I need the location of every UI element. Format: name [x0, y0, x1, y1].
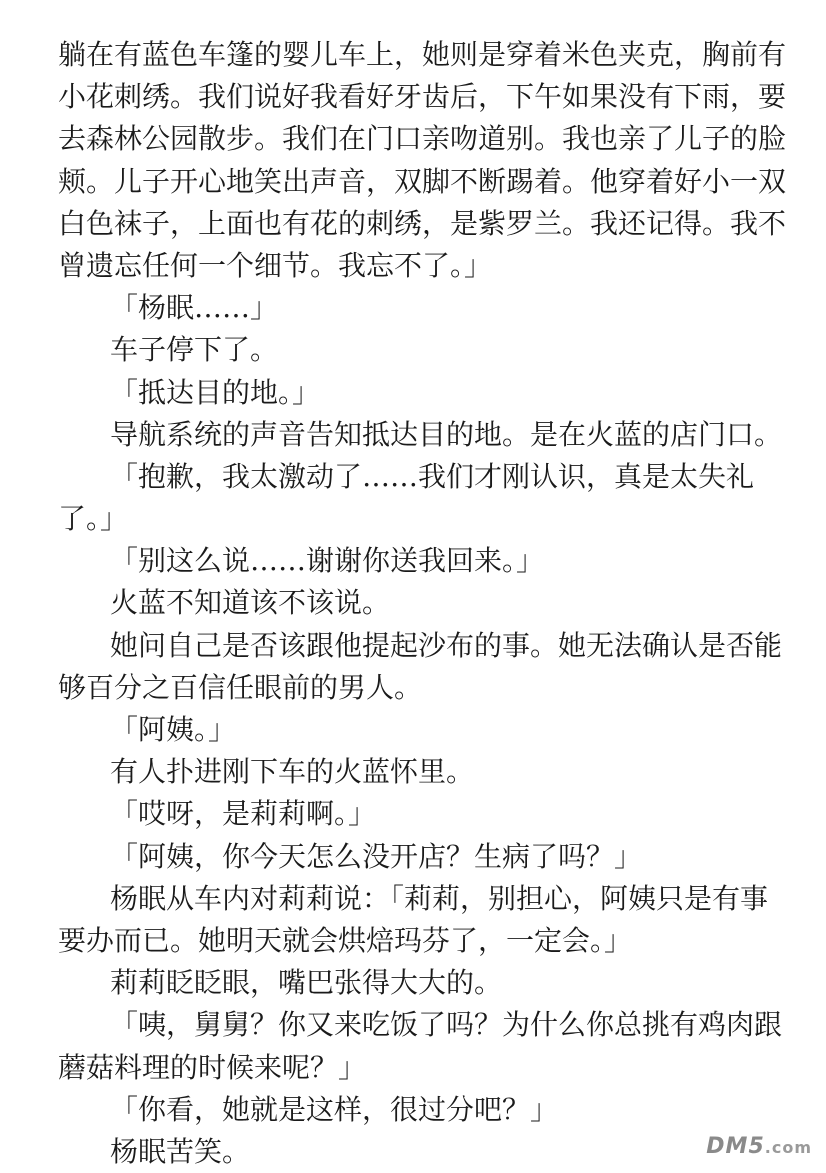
text-line: 「阿姨。」	[110, 713, 237, 746]
text-line: 车子停下了。	[110, 333, 279, 367]
text-line: 要办而已。她明天就会烘焙玛芬了，一定会。」	[58, 923, 633, 957]
text-line: 杨眠从车内对莉莉说：「莉莉，别担心，阿姨只是有事	[110, 881, 769, 915]
body-text	[58, 34, 787, 1173]
text-line: 蘑菇料理的时候来呢？」	[58, 1050, 367, 1084]
text-line: 「你看，她就是这样，很过分吧？」	[110, 1092, 559, 1126]
text-line: 小花刺绣。我们说好我看好牙齿后，下午如果没有下雨，要	[58, 80, 787, 114]
text-line: 够百分之百信任眼前的男人。	[58, 670, 423, 704]
text-line: 曾遗忘任何一个细节。我忘不了。」	[58, 248, 493, 282]
text-line: 「抱歉，我太激动了……我们才刚认识，真是太失礼	[110, 459, 755, 493]
site-watermark	[706, 1134, 812, 1159]
text-line: 火蓝不知道该不该说。	[110, 586, 391, 620]
text-line: 白色袜子，上面也有花的刺绣，是紫罗兰。我还记得。我不	[58, 206, 787, 240]
text-line: 「别这么说……谢谢你送我回来。」	[110, 544, 545, 578]
text-line: 杨眠苦笑。	[110, 1134, 251, 1168]
text-line: 有人扑进刚下车的火蓝怀里。	[110, 755, 475, 789]
text-line: 去森林公园散步。我们在门口亲吻道别。我也亲了儿子的脸	[58, 122, 787, 156]
watermark-main: DM5	[706, 1134, 765, 1159]
watermark-suffix: .com	[764, 1138, 812, 1157]
text-line: 「阿姨，你今天怎么没开店？生病了吗？」	[110, 839, 643, 873]
text-line: 躺在有蓝色车篷的婴儿车上，她则是穿着米色夹克，胸前有	[58, 38, 787, 71]
text-line: 莉莉眨眨眼，嘴巴张得大大的。	[110, 966, 503, 1000]
text-line: 「咦，舅舅？你又来吃饭了吗？为什么你总挑有鸡肉跟	[110, 1008, 783, 1042]
text-line: 她问自己是否该跟他提起沙布的事。她无法确认是否能	[110, 628, 783, 662]
text-line: 「哎呀，是莉莉啊。」	[110, 797, 377, 831]
text-line: 「杨眠……」	[110, 291, 279, 325]
text-line: 颊。儿子开心地笑出声音，双脚不断踢着。他穿着好小一双	[58, 164, 787, 198]
text-line: 导航系统的声音告知抵达目的地。是在火蓝的店门口。	[110, 417, 783, 451]
text-line: 「抵达目的地。」	[110, 375, 321, 409]
text-line: 了。」	[58, 502, 129, 536]
